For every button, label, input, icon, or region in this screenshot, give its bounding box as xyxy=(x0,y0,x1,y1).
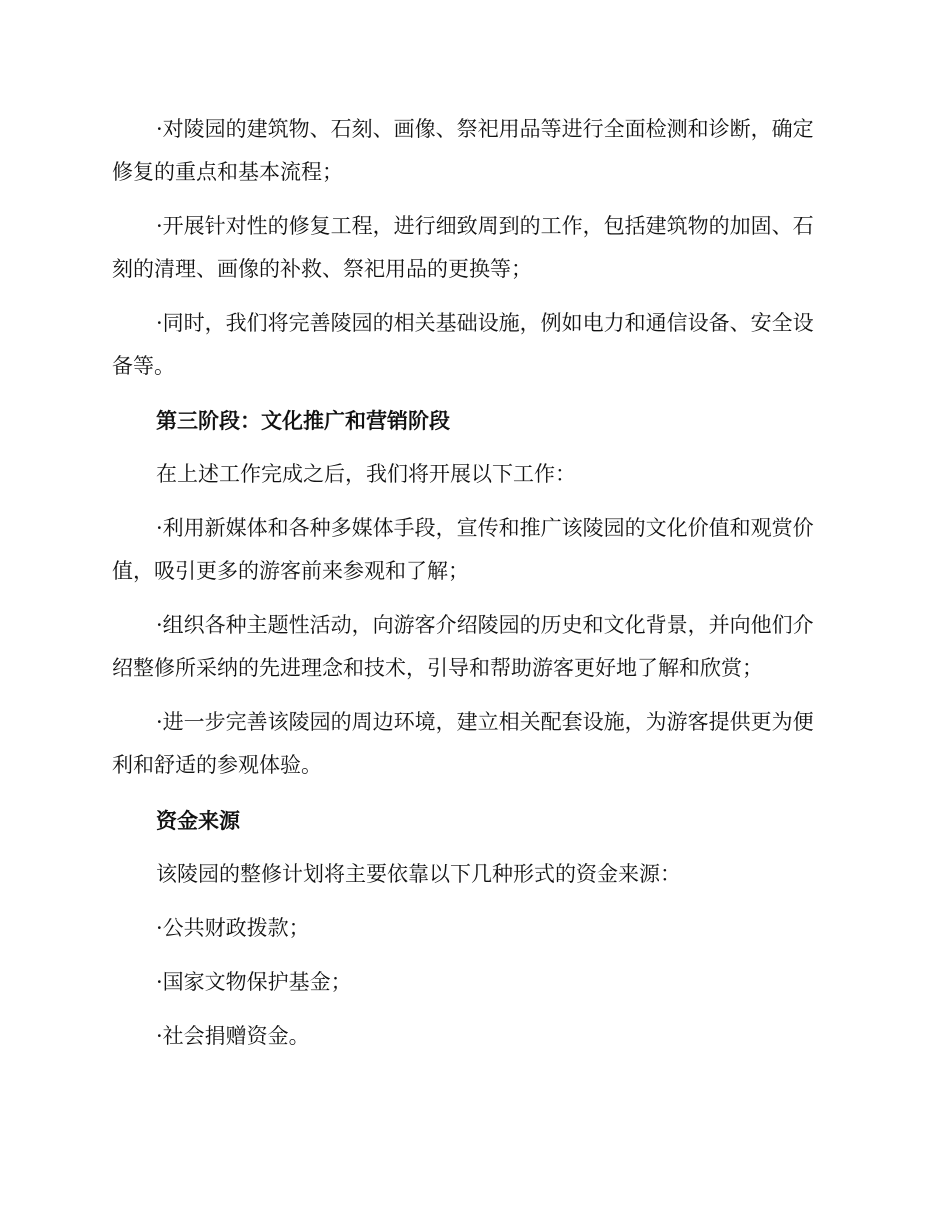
bullet-themed-activities: ·组织各种主题性活动，向游客介绍陵园的历史和文化背景，并向他们介绍整修所采纳的先进理念和技术，引导和帮助游客更好地了解和欣赏； xyxy=(112,613,814,680)
section-heading-phase-three: 第三阶段：文化推广和营销阶段 xyxy=(156,408,450,433)
bullet-environment: ·进一步完善该陵园的周边环境，建立相关配套设施，为游客提供更为便利和舒适的参观体验。 xyxy=(112,710,814,777)
bullet-inspection: ·对陵园的建筑物、石刻、画像、祭祀用品等进行全面检测和诊断，确定修复的重点和基本流程； xyxy=(112,117,814,184)
document-page xyxy=(112,108,822,1058)
bullet-heritage-fund: ·国家文物保护基金； xyxy=(156,970,352,994)
bullet-restoration: ·开展针对性的修复工程，进行细致周到的工作，包括建筑物的加固、石刻的清理、画像的补救、祭祀用品的更换等； xyxy=(112,214,814,281)
bullet-public-funding: ·公共财政拨款； xyxy=(156,916,310,940)
intro-paragraph-phase-three: 在上述工作完成之后，我们将开展以下工作： xyxy=(156,462,576,486)
bullet-infrastructure: ·同时，我们将完善陵园的相关基础设施，例如电力和通信设备、安全设备等。 xyxy=(112,311,814,378)
section-heading-funding: 资金来源 xyxy=(156,808,240,833)
bullet-media-promotion: ·利用新媒体和各种多媒体手段，宣传和推广该陵园的文化价值和观赏价值，吸引更多的游客前来参观和了解； xyxy=(112,516,814,583)
intro-paragraph-funding: 该陵园的整修计划将主要依靠以下几种形式的资金来源： xyxy=(156,862,681,886)
bullet-donations: ·社会捐赠资金。 xyxy=(156,1024,310,1048)
